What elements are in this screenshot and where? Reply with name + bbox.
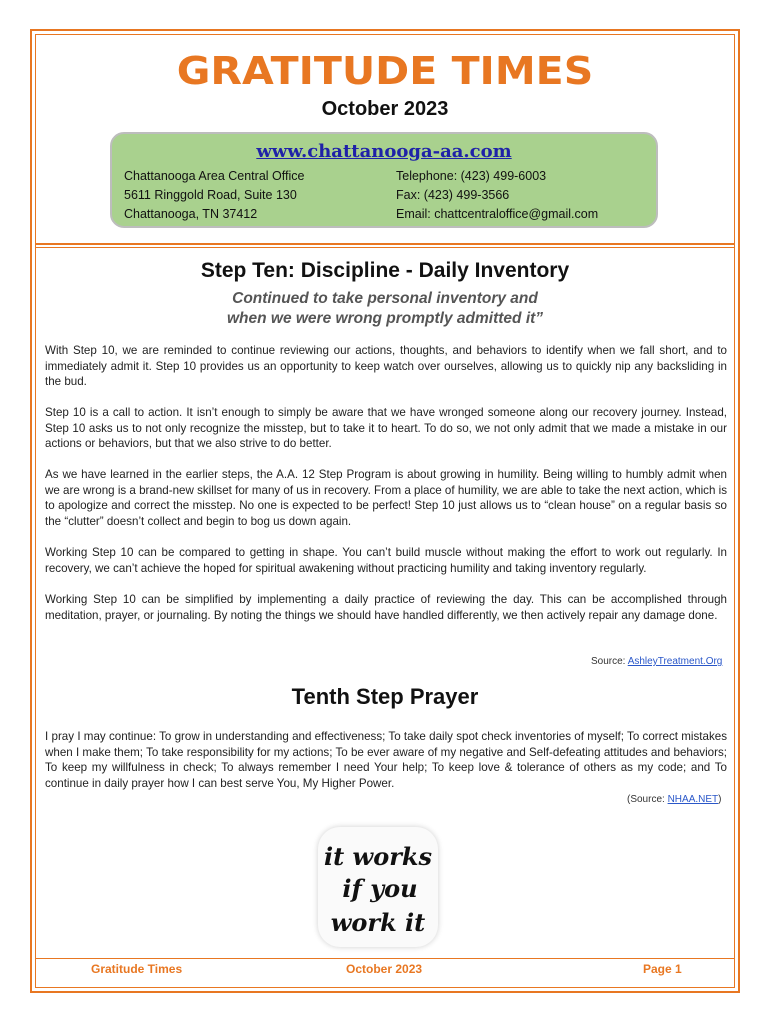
article-source-link[interactable]: AshleyTreatment.Org xyxy=(627,656,723,667)
footer-date: October 2023 xyxy=(346,962,423,976)
masthead xyxy=(36,48,734,122)
contact-info-box xyxy=(110,132,658,228)
article-source-prefix: Source: xyxy=(591,656,628,667)
article-paragraph: Working Step 10 can be compared to getting in shape. You can’t build muscle without making the effort to work out regularly. In recovery, we can’t achieve the hoped for spiritual awakening without practicing humility and taking inventory regularly. xyxy=(45,546,727,575)
address-line-2: Chattanooga, TN 37412 xyxy=(124,207,258,221)
logo-line-3: work it xyxy=(330,908,426,937)
header-divider-thin xyxy=(36,247,734,248)
article-subtitle-line-1: Continued to take personal inventory and xyxy=(232,290,538,307)
prayer-source-open: (Source: xyxy=(627,794,668,805)
office-name: Chattanooga Area Central Office xyxy=(124,169,305,183)
logo-line-1: it works xyxy=(323,842,433,871)
website-link[interactable]: www.chattanooga-aa.com xyxy=(256,141,512,162)
header-divider xyxy=(36,243,734,245)
phone-email-block xyxy=(396,167,598,224)
footer-publication: Gratitude Times xyxy=(91,962,183,976)
issue-date: October 2023 xyxy=(321,98,449,120)
address-line-1: 5611 Ringgold Road, Suite 130 xyxy=(124,188,297,202)
article-title: Step Ten: Discipline - Daily Inventory xyxy=(200,259,570,282)
it-works-logo xyxy=(318,827,438,947)
prayer-source-link[interactable]: NHAA.NET xyxy=(667,794,719,805)
article-subtitle xyxy=(36,289,734,329)
article-paragraph: Working Step 10 can be simplified by implementing a daily practice of reviewing the day. This can be accomplished through meditation, prayer, or journaling. By noting the things we should have handled differently, we then actively repair any damage done. xyxy=(45,593,727,622)
logo-line-2: if you xyxy=(342,874,418,903)
article-source xyxy=(591,656,722,667)
prayer-title: Tenth Step Prayer xyxy=(291,684,479,709)
article-subtitle-line-2: when we were wrong promptly admitted it” xyxy=(226,310,544,327)
prayer-source xyxy=(627,794,721,805)
address-block xyxy=(124,167,304,224)
footer-page-number: Page 1 xyxy=(643,962,682,976)
fax: Fax: (423) 499-3566 xyxy=(396,188,510,202)
article-paragraph: Step 10 is a call to action. It isn’t enough to simply be aware that we have wronged someone along our recovery journey. Instead, Step 10 asks us to not only recognize the misstep, but to take it to heart. To do so, we not only admit that we made a mistake in our actions or behaviors, but that we also strive to do better. xyxy=(45,406,727,450)
newsletter-title: GRATITUDE TIMES xyxy=(176,49,594,93)
prayer-source-close: ) xyxy=(718,794,722,805)
prayer-text: I pray I may continue: To grow in understanding and effectiveness; To take daily spot check inventories of myself; To correct mistakes when I make them; To take responsibility for my actions; To be ever aware of my negative and Self-defeating attitudes and behaviors; To keep my willfulness in check; To always remember I need Your help; To keep love & tolerance of others as my code; and To continue in daily prayer how I can best serve You, My Higher Power. xyxy=(45,730,727,790)
footer-divider xyxy=(36,958,734,959)
it-works-logo-art xyxy=(318,827,438,947)
email[interactable]: Email: chattcentraloffice@gmail.com xyxy=(396,207,599,221)
article-paragraph: With Step 10, we are reminded to continue reviewing our actions, thoughts, and behaviors to identify when we fall short, and to immediately admit it. Step 10 provides us an opportunity to keep watch over ourselves, allowing us to quickly nip any backsliding in the bud. xyxy=(45,344,727,388)
telephone: Telephone: (423) 499-6003 xyxy=(396,169,547,183)
article-paragraph: As we have learned in the earlier steps, the A.A. 12 Step Program is about growing in humility. Being willing to humbly admit when we are wrong is a brand-new skillset for many of us in recovery. From a place of humility, we are able to take the next action, which is to apologize and correct the misstep. No one is expected to be perfect! Step 10 just allows us to “clean house” on a regular basis so the “clutter” doesn’t collect and begin to bog us down again. xyxy=(45,468,727,528)
